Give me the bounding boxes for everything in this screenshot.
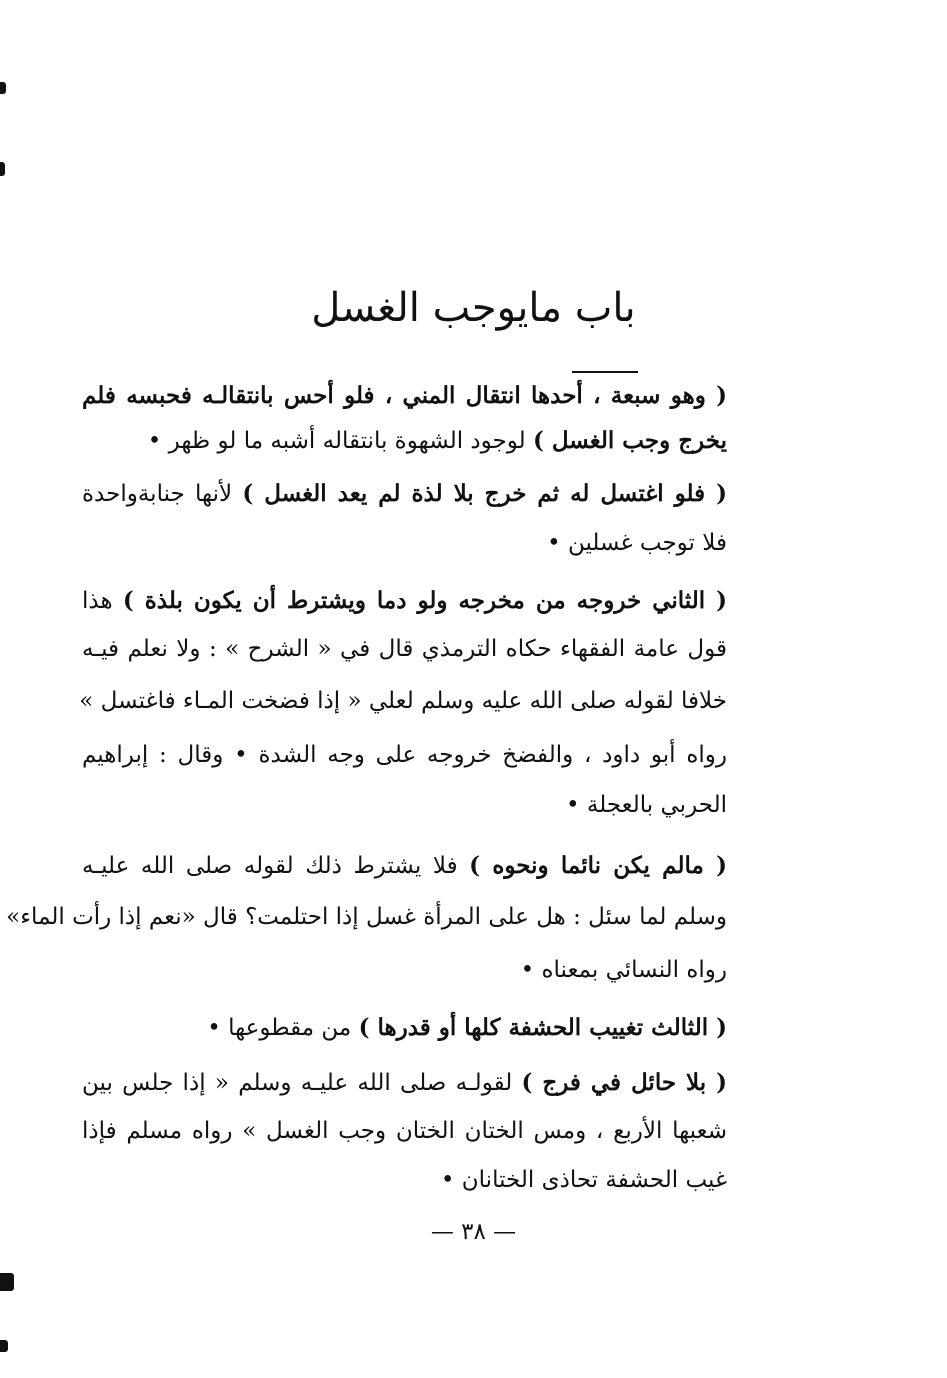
text-line: [82, 1063, 727, 1103]
plain-text: لوجود الشهوة بانتقاله أشبه ما لو ظهر •: [147, 428, 533, 454]
plain-text: غيب الحشفة تحاذى الختانان •: [440, 1167, 727, 1193]
scan-edge-mark: [0, 162, 5, 176]
text-line: [82, 735, 727, 775]
plain-text: هذا: [82, 588, 123, 614]
plain-text: قول عامة الفقهاء حكاه الترمذي قال في « الشرح » : ولا نعلم فيـه: [82, 636, 727, 662]
text-line: [82, 1160, 727, 1200]
text-line: [82, 1111, 727, 1151]
text-line: [79, 681, 727, 721]
text-line: [82, 474, 727, 514]
text-line: [82, 785, 727, 825]
text-line: [82, 846, 727, 886]
plain-text: شعبها الأربع ، ومس الختان الختان وجب الغسل » رواه مسلم فإذا: [82, 1118, 727, 1144]
plain-text: فلا يشترط ذلك لقوله صلى الله عليـه: [82, 853, 470, 879]
scan-edge-mark: [0, 82, 6, 94]
chapter-title: باب مايوجب الغسل: [311, 285, 636, 331]
text-line: [82, 523, 727, 563]
text-line: [82, 376, 727, 416]
text-line: [82, 421, 727, 461]
text-line: [6, 897, 727, 937]
plain-text: فلا توجب غسلين •: [547, 530, 727, 556]
overline-mark: [572, 371, 638, 373]
bold-text: ( فلو اغتسل له ثم خرج بلا لذة لم يعد الغسل ): [242, 480, 727, 507]
plain-text: من مقطوعها •: [207, 1015, 359, 1041]
plain-text: وسلم لما سئل : هل على المرأة غسل إذا احتلمت؟ قال «نعم إذا رأت الماء»: [6, 904, 727, 930]
text-line: [82, 581, 727, 621]
page-number: — ٣٨ —: [430, 1219, 517, 1245]
scan-edge-mark: [0, 1340, 8, 1352]
text-line: [82, 1008, 727, 1048]
plain-text: رواه أبو داود ، والفضخ خروجه على وجه الشدة • وقال : إبراهيم: [82, 742, 727, 768]
bold-text: يخرج وجب الغسل ): [532, 427, 727, 454]
plain-text: الحربي بالعجلة •: [566, 792, 727, 818]
bold-text: ( وهو سبعة ، أحدها انتقال المني ، فلو أحس بانتقالـه فحبسه فلم: [82, 382, 727, 409]
text-line: [82, 629, 727, 669]
plain-text: لأنها جنابةواحدة: [82, 481, 243, 507]
text-line: [82, 950, 727, 990]
bold-text: ( بلا حائل في فرج ): [521, 1069, 727, 1096]
bold-text: ( مالم يكن نائما ونحوه ): [469, 852, 727, 879]
plain-text: خلافا لقوله صلى الله عليه وسلم لعلي « إذا فضخت المـاء فاغتسل »: [79, 688, 727, 714]
bold-text: ( الثاني خروجه من مخرجه ولو دما ويشترط أن يكون بلذة ): [122, 587, 727, 614]
scan-edge-mark: [0, 1273, 14, 1291]
plain-text: رواه النسائي بمعناه •: [520, 957, 727, 983]
bold-text: ( الثالث تغييب الحشفة كلها أو قدرها ): [358, 1014, 727, 1041]
plain-text: لقولـه صلى الله عليـه وسلم « إذا جلس بين: [82, 1070, 522, 1096]
